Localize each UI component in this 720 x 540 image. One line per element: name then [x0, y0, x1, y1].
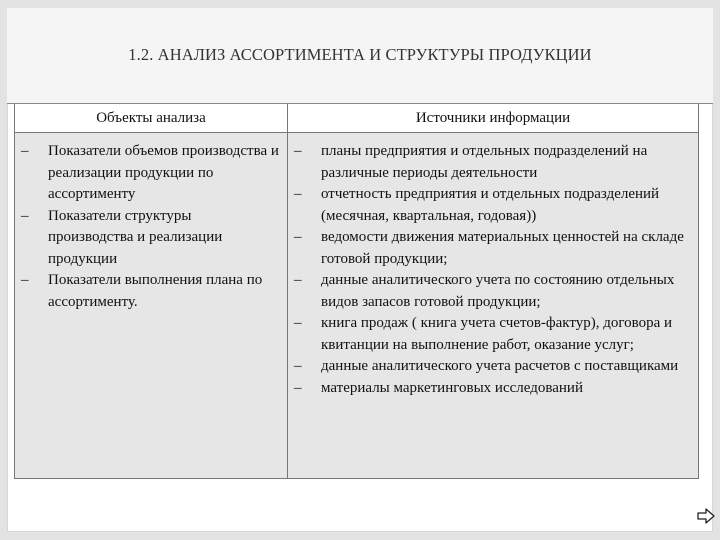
bullet: – [294, 315, 302, 331]
list-item [21, 141, 279, 206]
bullet: – [294, 358, 302, 374]
list-item [294, 356, 694, 378]
list-item [294, 184, 694, 227]
bullet: – [294, 143, 302, 159]
slide-title: 1.2. АНАЛИЗ АССОРТИМЕНТА И СТРУКТУРЫ ПРОДУКЦИИ [128, 45, 592, 64]
list-item-text: данные аналитического учета по состоянию отдельных видов запасов готовой продукции; [321, 272, 675, 310]
list-item-text: планы предприятия и отдельных подразделений на различные периоды деятельности [321, 143, 648, 181]
list-item [294, 270, 694, 313]
list-item-text: данные аналитического учета расчетов с поставщиками [321, 358, 679, 374]
list-item-text: Показатели структуры производства и реализации продукции [48, 207, 223, 267]
list-item-text: отчетность предприятия и отдельных подразделений (месячная, квартальная, годовая)) [321, 186, 660, 224]
list-item-text: материалы маркетинговых исследований [321, 379, 583, 396]
list-item-text: книга продаж ( книга учета счетов-фактур), договора и квитанции на выполнение работ, оказание услуг; [321, 315, 673, 353]
analysis-objects-list [21, 141, 279, 313]
next-slide-arrow-icon[interactable] [697, 508, 715, 524]
information-sources-list [294, 141, 694, 399]
bullet: – [294, 379, 302, 396]
header-analysis-objects: Объекты анализа [96, 110, 206, 126]
list-item [294, 378, 694, 400]
bullet: – [21, 143, 29, 159]
header-information-sources: Источники информации [415, 110, 571, 126]
list-item-text: Показатели объемов производства и реализации продукции по ассортименту [48, 143, 279, 202]
bullet: – [294, 272, 302, 288]
bullet: – [21, 207, 29, 224]
bullet: – [294, 229, 302, 245]
list-item [21, 270, 279, 313]
list-item [294, 227, 694, 270]
list-item [294, 313, 694, 356]
list-item-text: ведомости движения материальных ценностей на складе готовой продукции; [321, 229, 684, 267]
column-divider [287, 104, 288, 478]
bullet: – [21, 272, 29, 288]
list-item [21, 206, 279, 271]
arrow-right-icon [697, 508, 715, 524]
list-item-text: Показатели выполнения плана по ассортименту. [48, 272, 263, 310]
analysis-table [14, 104, 699, 479]
list-item [294, 141, 694, 184]
title-area [7, 8, 713, 103]
bullet: – [294, 186, 302, 202]
